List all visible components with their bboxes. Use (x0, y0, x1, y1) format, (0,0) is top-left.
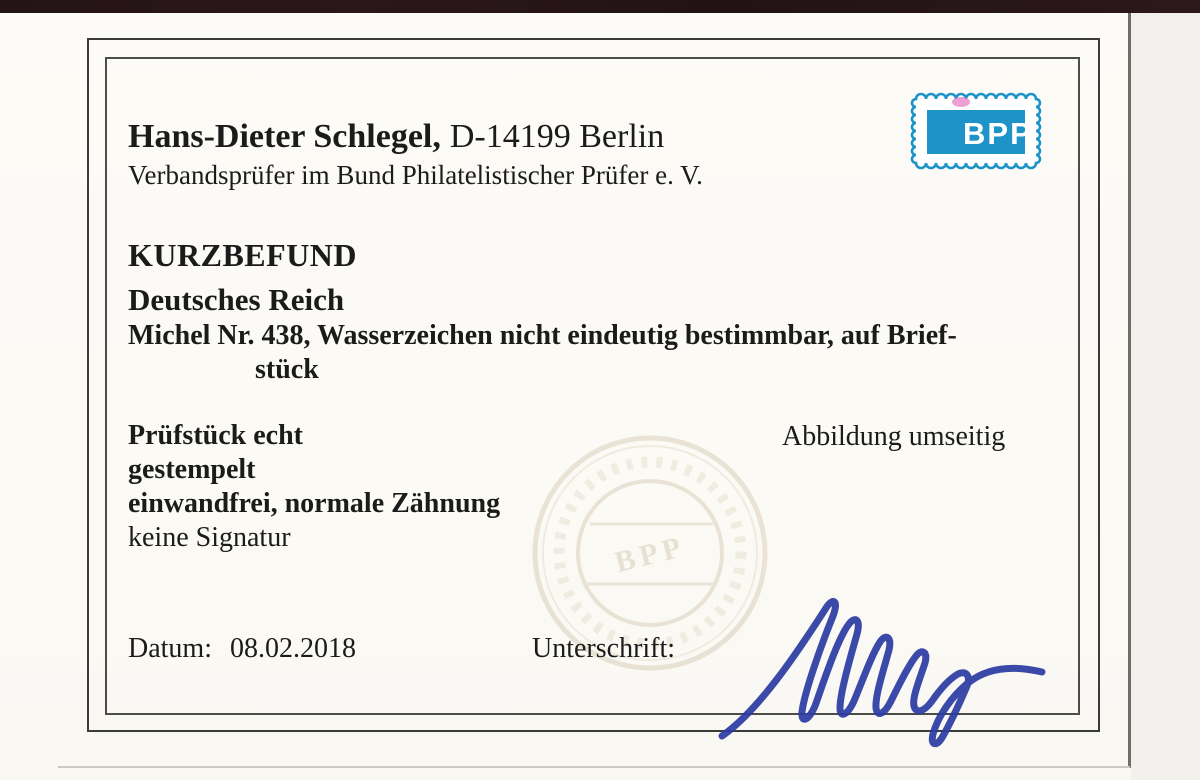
item-description-line2: stück (255, 354, 319, 385)
examiner-title: Verbandsprüfer im Bund Philatelistischer Prüfer e. V. (128, 160, 703, 190)
country-heading: Deutsches Reich (128, 282, 345, 317)
date-value: 08.02.2018 (230, 633, 356, 664)
seal-center-text: BPP (611, 529, 690, 580)
finding-condition: einwandfrei, normale Zähnung (128, 488, 501, 519)
item-description-line1: Michel Nr. 438, Wasserzeichen nicht eindeutig bestimmbar, auf Brief- (128, 320, 957, 351)
examiner-city: D-14199 Berlin (449, 118, 665, 155)
paper-right-edge (1128, 13, 1131, 768)
bpp-stamp-icon (905, 90, 1047, 172)
illustration-note: Abbildung umseitig (782, 421, 1006, 452)
finding-genuine: Prüfstück echt (128, 420, 303, 451)
bpp-logo-text: BPP (963, 116, 1033, 151)
scan-top-strip (0, 0, 1200, 13)
signature-note: keine Signatur (128, 522, 291, 553)
examiner-name-line (128, 118, 664, 156)
handwritten-signature (712, 590, 1072, 760)
examiner-name: Hans-Dieter Schlegel, (128, 118, 441, 155)
finding-cancelled: gestempelt (128, 454, 256, 485)
date-label: Datum: (128, 633, 212, 664)
scan-bottom-line (58, 766, 1130, 768)
pink-smudge (952, 97, 970, 107)
signature-label: Unterschrift: (532, 633, 676, 664)
certificate-heading: KURZBEFUND (128, 237, 358, 273)
